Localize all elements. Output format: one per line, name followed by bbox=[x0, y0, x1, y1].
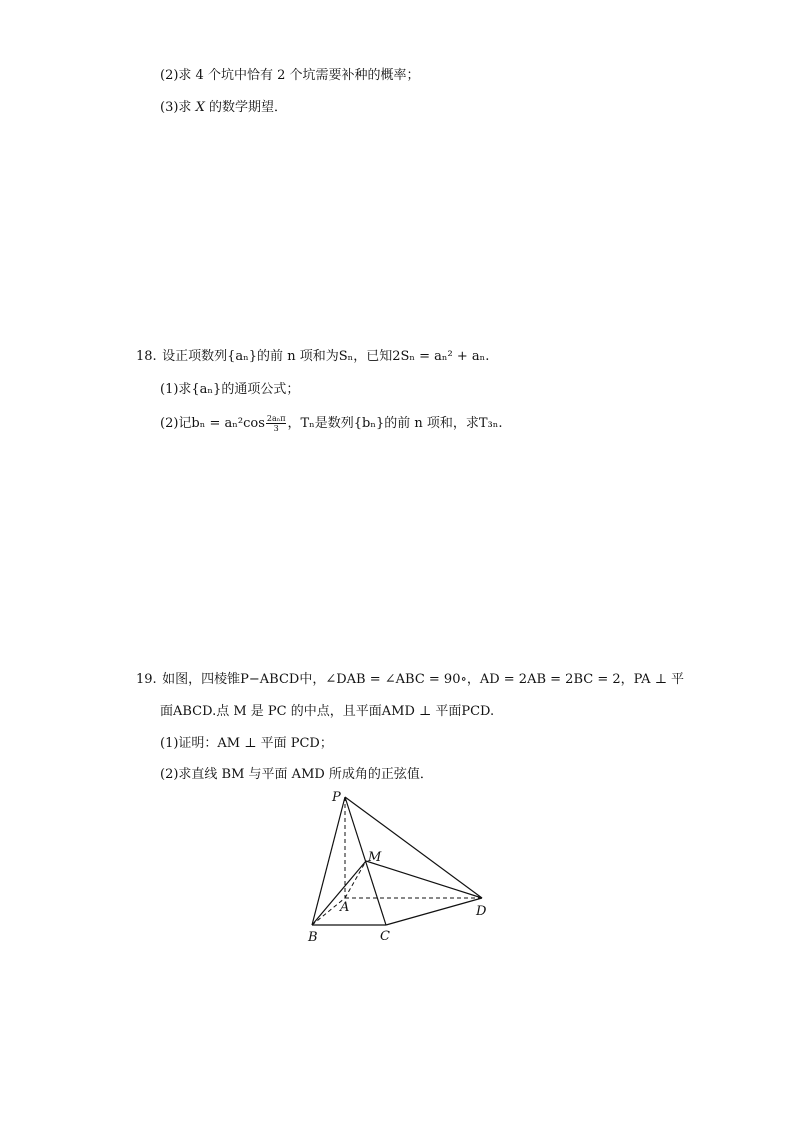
label-A: A bbox=[340, 900, 350, 915]
q19-line1-text: 如图，四棱锥P−ABCD中，∠DAB = ∠ABC = 90∘，AD = 2AB = 2BC = 2，PA ⊥ 平 bbox=[162, 672, 685, 687]
q18-part1 bbox=[160, 381, 299, 399]
q18-frac-bot: 3 bbox=[273, 424, 279, 433]
pyramid-figure bbox=[300, 785, 500, 950]
q18-part2 bbox=[160, 414, 503, 433]
edge-AM bbox=[345, 861, 366, 898]
q17-part3-post: 的数学期望． bbox=[204, 100, 287, 115]
edge-MD bbox=[366, 861, 482, 898]
edge-CD bbox=[386, 898, 482, 925]
q17-part3-var: X bbox=[195, 100, 205, 115]
label-B: B bbox=[308, 930, 318, 945]
label-P: P bbox=[332, 790, 341, 805]
label-C: C bbox=[380, 929, 390, 944]
label-M: M bbox=[368, 850, 382, 865]
q19-part1 bbox=[160, 735, 333, 753]
q18-part1-text: (1)求{aₙ}的通项公式； bbox=[160, 382, 300, 397]
q19-number: 19. bbox=[136, 672, 157, 687]
q18-number: 18. bbox=[136, 349, 157, 364]
q18-part2-pre: (2)记bₙ = aₙ²cos bbox=[160, 416, 265, 431]
q18-cos-fraction bbox=[266, 414, 287, 433]
q17-part2 bbox=[160, 67, 420, 85]
q19-part1-text: (1)证明：AM ⊥ 平面 PCD； bbox=[160, 736, 333, 751]
q18-intro bbox=[136, 348, 489, 366]
q18-frac-top: 2aₙπ bbox=[266, 414, 286, 423]
q17-part3 bbox=[160, 99, 287, 117]
q18-part2-post: ，Tₙ是数列{bₙ}的前 n 项和，求T₃ₙ. bbox=[287, 416, 503, 431]
q19-line2 bbox=[160, 703, 494, 721]
q19-line1 bbox=[136, 671, 684, 689]
edge-PD bbox=[345, 797, 482, 898]
label-D: D bbox=[476, 904, 487, 919]
q19-part2-text: (2)求直线 BM 与平面 AMD 所成角的正弦值． bbox=[160, 767, 433, 782]
q18-intro-text: 设正项数列{aₙ}的前 n 项和为Sₙ，已知2Sₙ = aₙ² + aₙ. bbox=[162, 349, 490, 364]
q17-part2-text: (2)求 4 个坑中恰有 2 个坑需要补种的概率； bbox=[160, 68, 420, 83]
q19-part2 bbox=[160, 766, 433, 784]
q19-line2-text: 面ABCD.点 M 是 PC 的中点，且平面AMD ⊥ 平面PCD. bbox=[160, 704, 495, 719]
q17-part3-pre: (3)求 bbox=[160, 100, 196, 115]
